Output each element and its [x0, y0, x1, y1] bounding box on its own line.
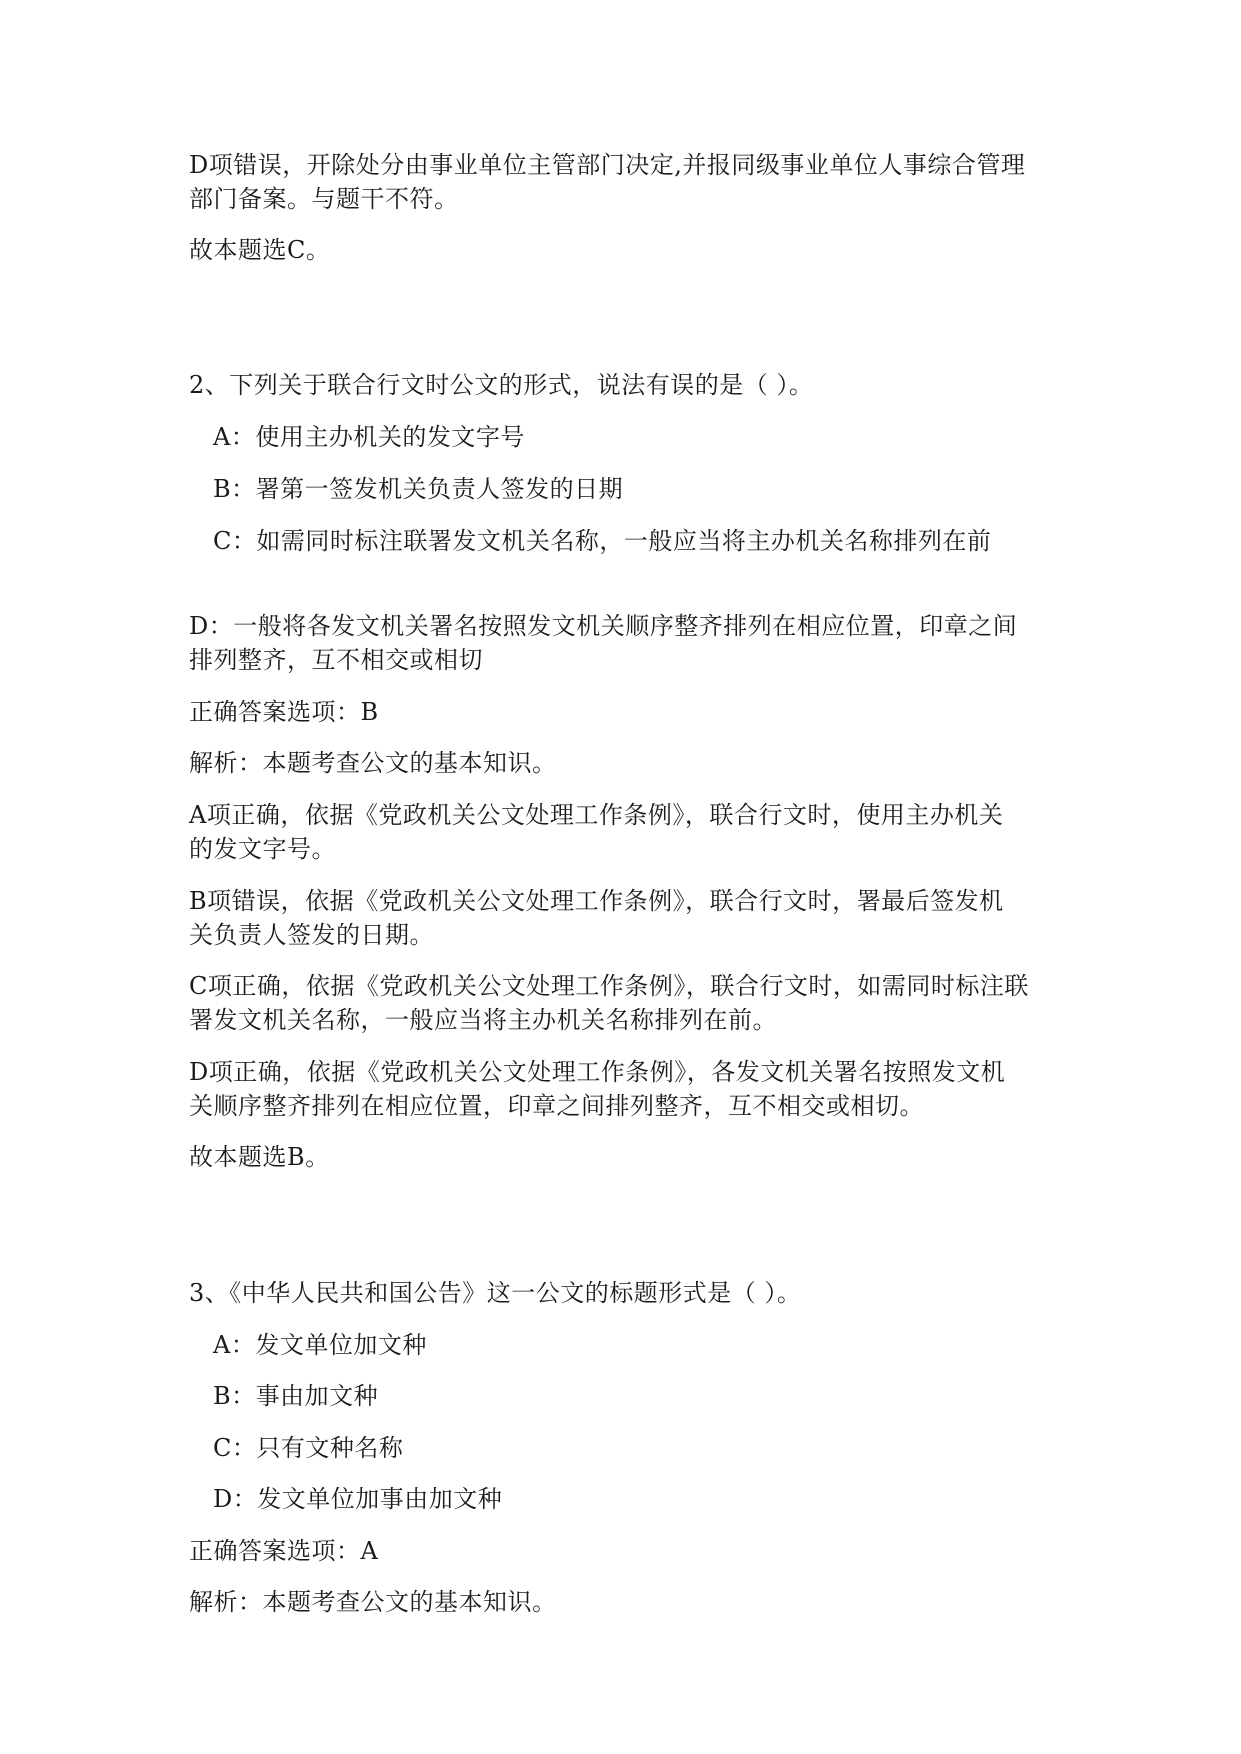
question-2-option-d-line2: 排列整齐，互不相交或相切: [189, 646, 483, 674]
question-3-stem: 3、《中华人民共和国公告》这一公文的标题形式是（ ）。: [189, 1279, 802, 1307]
prev-explanation-d-line1: D项错误，开除处分由事业单位主管部门决定,并报同级事业单位人事综合管理: [189, 151, 1026, 179]
question-3-option-a: A：发文单位加文种: [213, 1331, 427, 1359]
question-2-answer: 正确答案选项：B: [189, 698, 379, 726]
question-2-explanation-d-line2: 关顺序整齐排列在相应位置，印章之间排列整齐，互不相交或相切。: [189, 1092, 924, 1120]
question-2-explanation-a-line1: A项正确，依据《党政机关公文处理工作条例》，联合行文时，使用主办机关: [189, 801, 1004, 829]
question-3-analysis: 解析：本题考查公文的基本知识。: [189, 1588, 557, 1616]
question-3-option-b: B：事由加文种: [213, 1382, 379, 1410]
question-2-stem: 2、下列关于联合行文时公文的形式，说法有误的是（ ）。: [189, 371, 814, 399]
prev-explanation-d-line2: 部门备案。与题干不符。: [189, 185, 459, 213]
question-3-answer: 正确答案选项：A: [189, 1537, 379, 1565]
question-3-option-c: C：只有文种名称: [213, 1434, 404, 1462]
question-2-option-b: B：署第一签发机关负责人签发的日期: [213, 475, 624, 503]
question-2-conclusion: 故本题选B。: [189, 1143, 330, 1171]
question-2-explanation-c-line1: C项正确，依据《党政机关公文处理工作条例》，联合行文时，如需同时标注联: [189, 972, 1029, 1000]
question-2-option-d-line1: D：一般将各发文机关署名按照发文机关顺序整齐排列在相应位置，印章之间: [189, 612, 1018, 640]
question-2-explanation-b-line2: 关负责人签发的日期。: [189, 921, 434, 949]
question-3-option-d: D：发文单位加事由加文种: [213, 1485, 503, 1513]
question-2-explanation-d-line1: D项正确，依据《党政机关公文处理工作条例》，各发文机关署名按照发文机: [189, 1058, 1006, 1086]
question-2-explanation-c-line2: 署发文机关名称，一般应当将主办机关名称排列在前。: [189, 1006, 777, 1034]
question-2-option-a: A：使用主办机关的发文字号: [213, 423, 525, 451]
question-2-explanation-a-line2: 的发文字号。: [189, 835, 336, 863]
question-2-option-c: C：如需同时标注联署发文机关名称，一般应当将主办机关名称排列在前: [213, 527, 992, 555]
prev-conclusion: 故本题选C。: [189, 236, 331, 264]
question-2-analysis: 解析：本题考查公文的基本知识。: [189, 749, 557, 777]
question-2-explanation-b-line1: B项错误，依据《党政机关公文处理工作条例》，联合行文时，署最后签发机: [189, 887, 1004, 915]
